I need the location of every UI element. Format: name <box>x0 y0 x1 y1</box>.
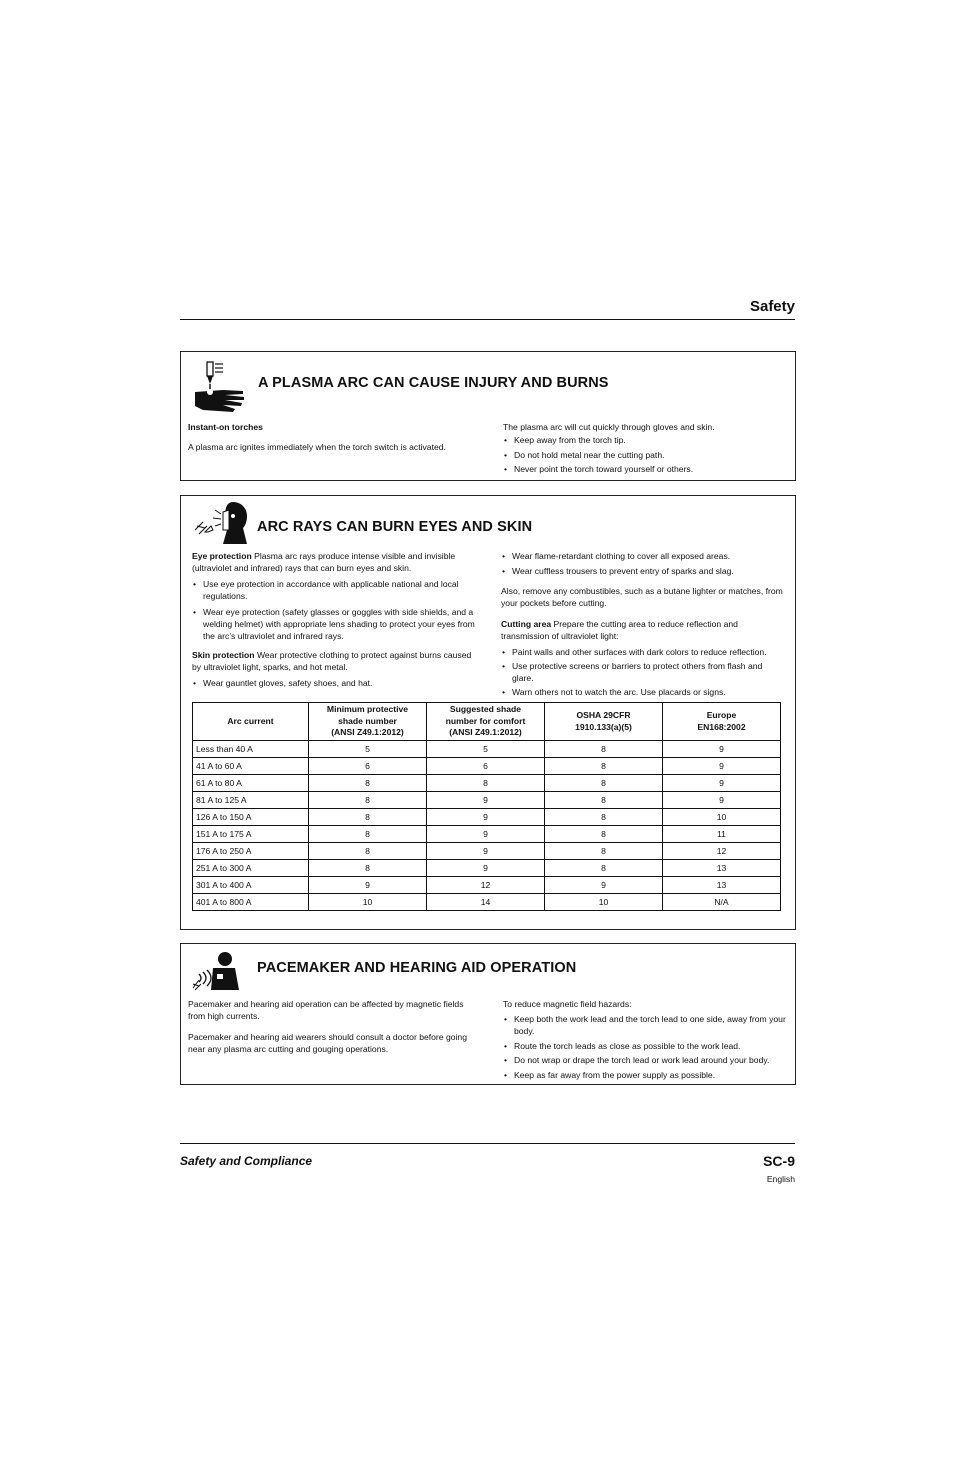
footer-rule <box>180 1143 795 1144</box>
shade-value-cell: 8 <box>309 792 427 809</box>
table-row <box>193 741 781 758</box>
table-row <box>193 775 781 792</box>
column-header-osha: OSHA 29CFR 1910.133(a)(5) <box>545 703 663 741</box>
pacemaker-paragraph-2: Pacemaker and hearing aid wearers should consult a doctor before going near any plasma arc cutting and gouging operations. <box>188 1032 467 1054</box>
plasma-arc-warning-box <box>180 351 796 481</box>
instant-on-subheading: Instant-on torches <box>188 422 263 432</box>
hand-torch-icon <box>193 360 247 414</box>
header-rule <box>180 319 795 320</box>
arc-current-cell: 151 A to 175 A <box>193 826 309 843</box>
pacemaker-section-title: PACEMAKER AND HEARING AID OPERATION <box>257 960 577 976</box>
table-row <box>193 843 781 860</box>
list-item: • Do not wrap or drape the torch lead or work lead around your body. <box>503 1054 793 1066</box>
column-header-min-shade: Minimum protective shade number (ANSI Z49.1:2012) <box>309 703 427 741</box>
shade-value-cell: 8 <box>309 826 427 843</box>
shade-value-cell: 9 <box>427 792 545 809</box>
plasma-section-title: A PLASMA ARC CAN CAUSE INJURY AND BURNS <box>258 375 609 391</box>
list-item: • Route the torch leads as close as possible to the work lead. <box>503 1040 793 1052</box>
arc-current-cell: 126 A to 150 A <box>193 809 309 826</box>
shade-value-cell: 9 <box>663 758 781 775</box>
shade-value-cell: 6 <box>309 758 427 775</box>
table-row <box>193 860 781 877</box>
shade-value-cell: 10 <box>663 809 781 826</box>
eye-bullet-list <box>192 578 482 642</box>
shade-value-cell: 14 <box>427 894 545 911</box>
table-row <box>193 877 781 894</box>
skin-protection-label: Skin protection <box>192 650 255 660</box>
table-header-row <box>193 703 781 741</box>
shade-value-cell: 8 <box>545 775 663 792</box>
shade-value-cell: 9 <box>427 809 545 826</box>
list-item: • Keep away from the torch tip. <box>503 434 788 446</box>
pacemaker-bullet-list <box>503 1013 793 1081</box>
page-header-title: Safety <box>749 298 795 315</box>
pacemaker-right-intro: To reduce magnetic field hazards: <box>503 999 632 1009</box>
shade-value-cell: 9 <box>427 826 545 843</box>
list-item: • Paint walls and other surfaces with dark colors to reduce reflection. <box>501 646 791 658</box>
shade-value-cell: 10 <box>545 894 663 911</box>
shade-value-cell: 8 <box>545 860 663 877</box>
footer-language: English <box>766 1174 795 1184</box>
list-item: • Wear flame-retardant clothing to cover all exposed areas. <box>501 550 786 562</box>
shade-value-cell: 11 <box>663 826 781 843</box>
eye-protection-label: Eye protection <box>192 551 252 561</box>
shade-value-cell: 9 <box>309 877 427 894</box>
cutting-area-text: Prepare the cutting area to reduce reflection and transmission of ultraviolet light: <box>501 619 738 641</box>
shade-table-body <box>193 741 781 911</box>
shade-value-cell: 8 <box>309 860 427 877</box>
list-item: • Do not hold metal near the cutting path. <box>503 449 788 461</box>
list-item: • Keep both the work lead and the torch lead to one side, away from your body. <box>503 1013 793 1037</box>
plasma-right-intro: The plasma arc will cut quickly through gloves and skin. <box>503 422 715 432</box>
cutting-bullet-list <box>501 646 791 698</box>
list-item: • Warn others not to watch the arc. Use placards or signs. <box>501 686 791 698</box>
shade-value-cell: 8 <box>545 809 663 826</box>
shade-value-cell: 9 <box>663 741 781 758</box>
table-row <box>193 826 781 843</box>
table-row <box>193 894 781 911</box>
list-item: • Wear cuffless trousers to prevent entry of sparks and slag. <box>501 565 786 577</box>
instant-on-text: A plasma arc ignites immediately when the torch switch is activated. <box>188 442 446 452</box>
arc-current-cell: 251 A to 300 A <box>193 860 309 877</box>
shade-value-cell: 6 <box>427 758 545 775</box>
table-row <box>193 758 781 775</box>
shade-value-cell: 9 <box>427 860 545 877</box>
eye-protection-text: Plasma arc rays produce intense visible and invisible (ultraviolet and infrared) rays that can burn eyes and skin. <box>192 551 456 573</box>
column-header-suggested-shade: Suggested shade number for comfort (ANSI Z49.1:2012) <box>427 703 545 741</box>
column-header-europe: Europe EN168:2002 <box>663 703 781 741</box>
shade-value-cell: 12 <box>427 877 545 894</box>
pacemaker-paragraph-1: Pacemaker and hearing aid operation can be affected by magnetic fields from high currents. <box>188 999 464 1021</box>
shade-value-cell: 8 <box>545 741 663 758</box>
footer-title: Safety and Compliance <box>180 1154 313 1168</box>
list-item: • Use eye protection in accordance with applicable national and local regulations. <box>192 578 482 602</box>
pacemaker-warning-box <box>180 943 796 1085</box>
shade-value-cell: N/A <box>663 894 781 911</box>
table-row <box>193 792 781 809</box>
shade-value-cell: 8 <box>309 775 427 792</box>
shade-value-cell: 10 <box>309 894 427 911</box>
shade-value-cell: 9 <box>427 843 545 860</box>
arc-current-cell: 81 A to 125 A <box>193 792 309 809</box>
arc-current-cell: 41 A to 60 A <box>193 758 309 775</box>
shade-value-cell: 8 <box>545 843 663 860</box>
shade-number-table <box>192 702 781 911</box>
page-number: SC-9 <box>763 1153 795 1169</box>
table-row <box>193 809 781 826</box>
shade-value-cell: 13 <box>663 860 781 877</box>
arc-rays-section-title: ARC RAYS CAN BURN EYES AND SKIN <box>257 519 533 535</box>
arc-rays-face-icon <box>193 500 251 546</box>
list-item: • Keep as far away from the power supply as possible. <box>503 1069 793 1081</box>
list-item: • Never point the torch toward yourself or others. <box>503 463 788 475</box>
skin-bullet-list <box>192 677 482 689</box>
shade-value-cell: 8 <box>309 809 427 826</box>
shade-value-cell: 8 <box>309 843 427 860</box>
shade-value-cell: 8 <box>545 758 663 775</box>
list-item: • Wear eye protection (safety glasses or goggles with side shields, and a welding helmet) with appropriate lens shading to protect your eyes from the arc’s ultraviolet and infrared rays. <box>192 606 482 642</box>
skin-protection-paragraph <box>192 649 482 673</box>
combustibles-text: Also, remove any combustibles, such as a butane lighter or matches, from your pockets before cutting. <box>501 586 783 608</box>
arc-current-cell: 401 A to 800 A <box>193 894 309 911</box>
plasma-bullet-list <box>503 434 788 475</box>
shade-value-cell: 12 <box>663 843 781 860</box>
clothing-bullet-list <box>501 550 786 577</box>
shade-value-cell: 8 <box>427 775 545 792</box>
shade-value-cell: 9 <box>663 775 781 792</box>
column-header-arc-current: Arc current <box>193 703 309 741</box>
eye-protection-paragraph <box>192 550 482 574</box>
arc-current-cell: 176 A to 250 A <box>193 843 309 860</box>
list-item: • Use protective screens or barriers to protect others from flash and glare. <box>501 660 791 684</box>
shade-value-cell: 8 <box>545 826 663 843</box>
cutting-area-label: Cutting area <box>501 619 552 629</box>
arc-current-cell: Less than 40 A <box>193 741 309 758</box>
shade-value-cell: 5 <box>309 741 427 758</box>
shade-value-cell: 9 <box>545 877 663 894</box>
shade-value-cell: 5 <box>427 741 545 758</box>
arc-current-cell: 301 A to 400 A <box>193 877 309 894</box>
pacemaker-person-icon <box>191 950 241 994</box>
list-item: • Wear gauntlet gloves, safety shoes, and hat. <box>192 677 482 689</box>
shade-value-cell: 13 <box>663 877 781 894</box>
shade-value-cell: 8 <box>545 792 663 809</box>
shade-value-cell: 9 <box>663 792 781 809</box>
arc-current-cell: 61 A to 80 A <box>193 775 309 792</box>
cutting-area-paragraph <box>501 618 786 642</box>
skin-protection-text: Wear protective clothing to protect against burns caused by ultraviolet light, sparks, and hot metal. <box>192 650 472 672</box>
